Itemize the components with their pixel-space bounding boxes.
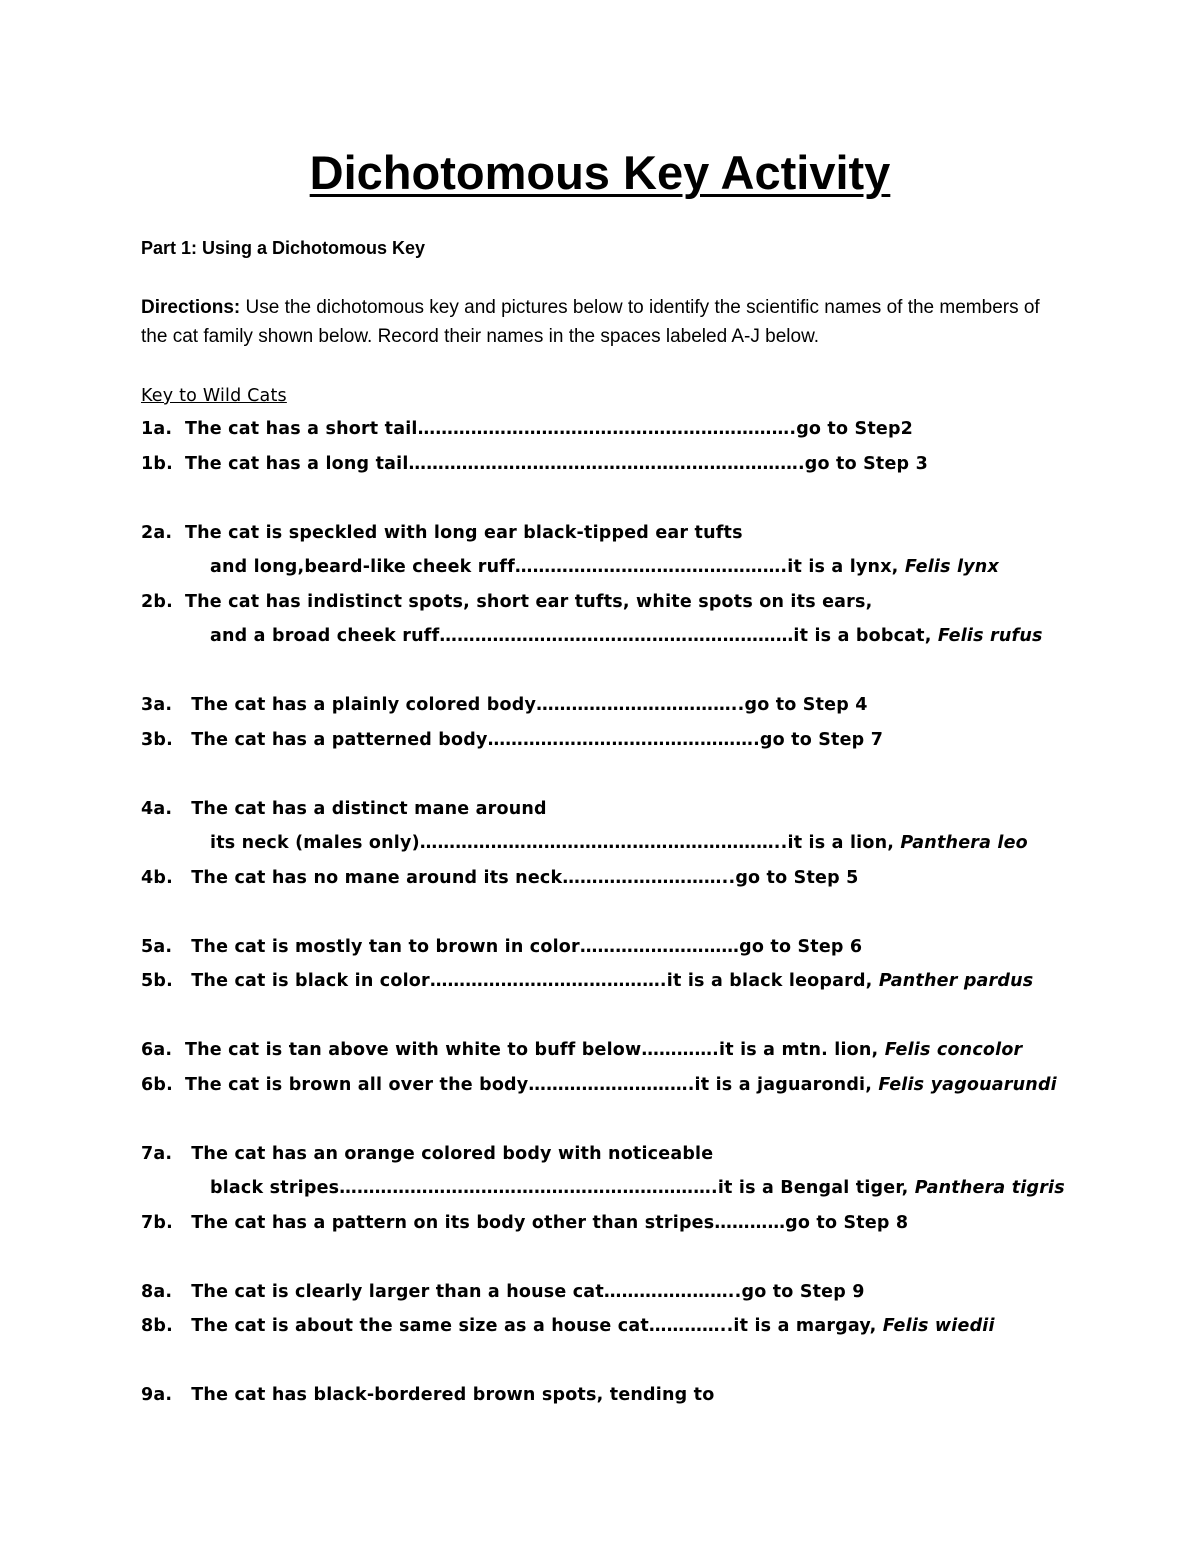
step-label: 4b. xyxy=(141,867,173,888)
key-step xyxy=(141,1275,1141,1310)
key-step xyxy=(141,585,1141,620)
step-result: it is a mtn. lion, xyxy=(719,1040,885,1060)
key-step xyxy=(141,516,1141,551)
step-result: it is a Bengal tiger, xyxy=(717,1178,915,1198)
step-text: The cat has a distinct mane around xyxy=(185,798,547,819)
step-text: The cat has an orange colored body with noticeable xyxy=(185,1143,714,1164)
key-step xyxy=(141,964,1141,999)
step-label: 1a. xyxy=(141,419,173,439)
step-label: 8a. xyxy=(141,1281,173,1302)
part-heading: Part 1: Using a Dichotomous Key xyxy=(141,238,426,258)
step-text: its neck (males only)……………………………………………………. xyxy=(210,833,781,853)
step-result: go to Step 7 xyxy=(759,729,884,750)
step-text: black stripes………………………………………………………. xyxy=(210,1178,718,1198)
step-label: 3a. xyxy=(141,695,173,715)
step-label: 9a. xyxy=(141,1385,173,1405)
step-result: it is a lynx, xyxy=(787,557,905,577)
step-text: The cat has a long tail…………………………………………………………. xyxy=(185,453,805,474)
step-result: ..go to Step 9 xyxy=(727,1281,865,1302)
step-text: The cat has indistinct spots, short ear tufts, white spots on its ears, xyxy=(185,591,873,612)
step-text: The cat is mostly tan to brown in color……………………… xyxy=(185,936,740,957)
step-text: The cat is tan above with white to buff below…………. xyxy=(185,1040,720,1060)
step-label: 7a. xyxy=(141,1143,173,1164)
step-result: it is a bobcat, xyxy=(793,626,938,646)
step-text: The cat is brown all over the body………………………. xyxy=(185,1074,695,1095)
key-step xyxy=(141,1033,1141,1068)
key-heading: Key to Wild Cats xyxy=(141,386,287,406)
scientific-name: Felis concolor xyxy=(884,1040,1023,1060)
scientific-name: Felis rufus xyxy=(937,626,1043,646)
step-label: 7b. xyxy=(141,1212,173,1233)
scientific-name: Felis lynx xyxy=(904,557,999,577)
step-text: The cat has a plainly colored body……………………………. xyxy=(185,695,738,715)
scientific-name: Panther pardus xyxy=(878,971,1034,991)
step-label: 5b. xyxy=(141,971,173,991)
key-step xyxy=(141,930,1141,965)
key-step-continuation xyxy=(141,619,1141,654)
step-label: 3b. xyxy=(141,729,173,750)
step-result: go to Step 3 xyxy=(804,453,928,474)
step-result: ..it is a margay, xyxy=(719,1316,883,1336)
step-text: The cat has a short tail………………………………………………………. xyxy=(185,419,797,439)
step-text: The cat has black-bordered brown spots, tending to xyxy=(185,1385,715,1405)
step-result: go to Step 6 xyxy=(739,936,863,957)
key-step xyxy=(141,723,1141,758)
step-result: .go to Step 5 xyxy=(728,867,859,888)
step-text: The cat has no mane around its neck………………………. xyxy=(185,867,729,888)
key-step-continuation xyxy=(141,550,1141,585)
step-label: 8b. xyxy=(141,1316,173,1336)
key-step-continuation xyxy=(141,1171,1141,1206)
key-step xyxy=(141,1137,1141,1172)
key-step xyxy=(141,792,1141,827)
key-step xyxy=(141,1206,1141,1241)
step-label: 6b. xyxy=(141,1074,173,1095)
step-result: it is a black leopard, xyxy=(666,971,879,991)
step-result: go to Step 8 xyxy=(785,1212,909,1233)
page-title: Dichotomous Key Activity xyxy=(309,146,891,199)
scientific-name: Felis wiedii xyxy=(882,1316,995,1336)
step-result: it is a jaguarondi, xyxy=(694,1074,879,1095)
key-step xyxy=(141,1068,1141,1103)
key-step-continuation xyxy=(141,826,1141,861)
step-label: 6a. xyxy=(141,1040,173,1060)
key-step xyxy=(141,1378,1141,1413)
directions-label: Directions: xyxy=(141,297,241,318)
step-label: 2a. xyxy=(141,522,173,543)
dichotomous-key xyxy=(141,380,1141,1413)
key-step xyxy=(141,688,1141,723)
step-result: .it is a lion, xyxy=(780,833,901,853)
step-text: The cat is speckled with long ear black-tipped ear tufts xyxy=(185,522,743,543)
step-text: The cat has a patterned body………………………………………. xyxy=(185,729,760,750)
key-step xyxy=(141,861,1141,896)
step-label: 5a. xyxy=(141,936,173,957)
step-text: The cat has a pattern on its body other than stripes………… xyxy=(185,1212,786,1233)
directions-paragraph xyxy=(141,293,1071,351)
scientific-name: Panthera tigris xyxy=(914,1178,1065,1198)
step-label: 4a. xyxy=(141,798,173,819)
step-text: The cat is black in color…………………………………. xyxy=(185,971,667,991)
directions-text: Use the dichotomous key and pictures below to identify the scientific names of the members of the cat family shown below. Record their names in the spaces labeled A-J below. xyxy=(141,297,1040,347)
scientific-name: Panthera leo xyxy=(900,833,1028,853)
step-text: and a broad cheek ruff…………………………………………………… xyxy=(210,626,794,646)
step-result: .go to Step 4 xyxy=(737,695,868,715)
key-step xyxy=(141,1309,1141,1344)
key-step xyxy=(141,412,1141,447)
scientific-name: Felis yagouarundi xyxy=(878,1074,1057,1095)
step-text: and long,beard-like cheek ruff………………………………………. xyxy=(210,557,788,577)
step-text: The cat is clearly larger than a house cat………………… xyxy=(185,1281,728,1302)
key-step xyxy=(141,447,1141,482)
step-label: 2b. xyxy=(141,591,173,612)
step-label: 1b. xyxy=(141,453,173,474)
step-result: go to Step2 xyxy=(796,419,914,439)
step-text: The cat is about the same size as a house cat………… xyxy=(185,1316,720,1336)
